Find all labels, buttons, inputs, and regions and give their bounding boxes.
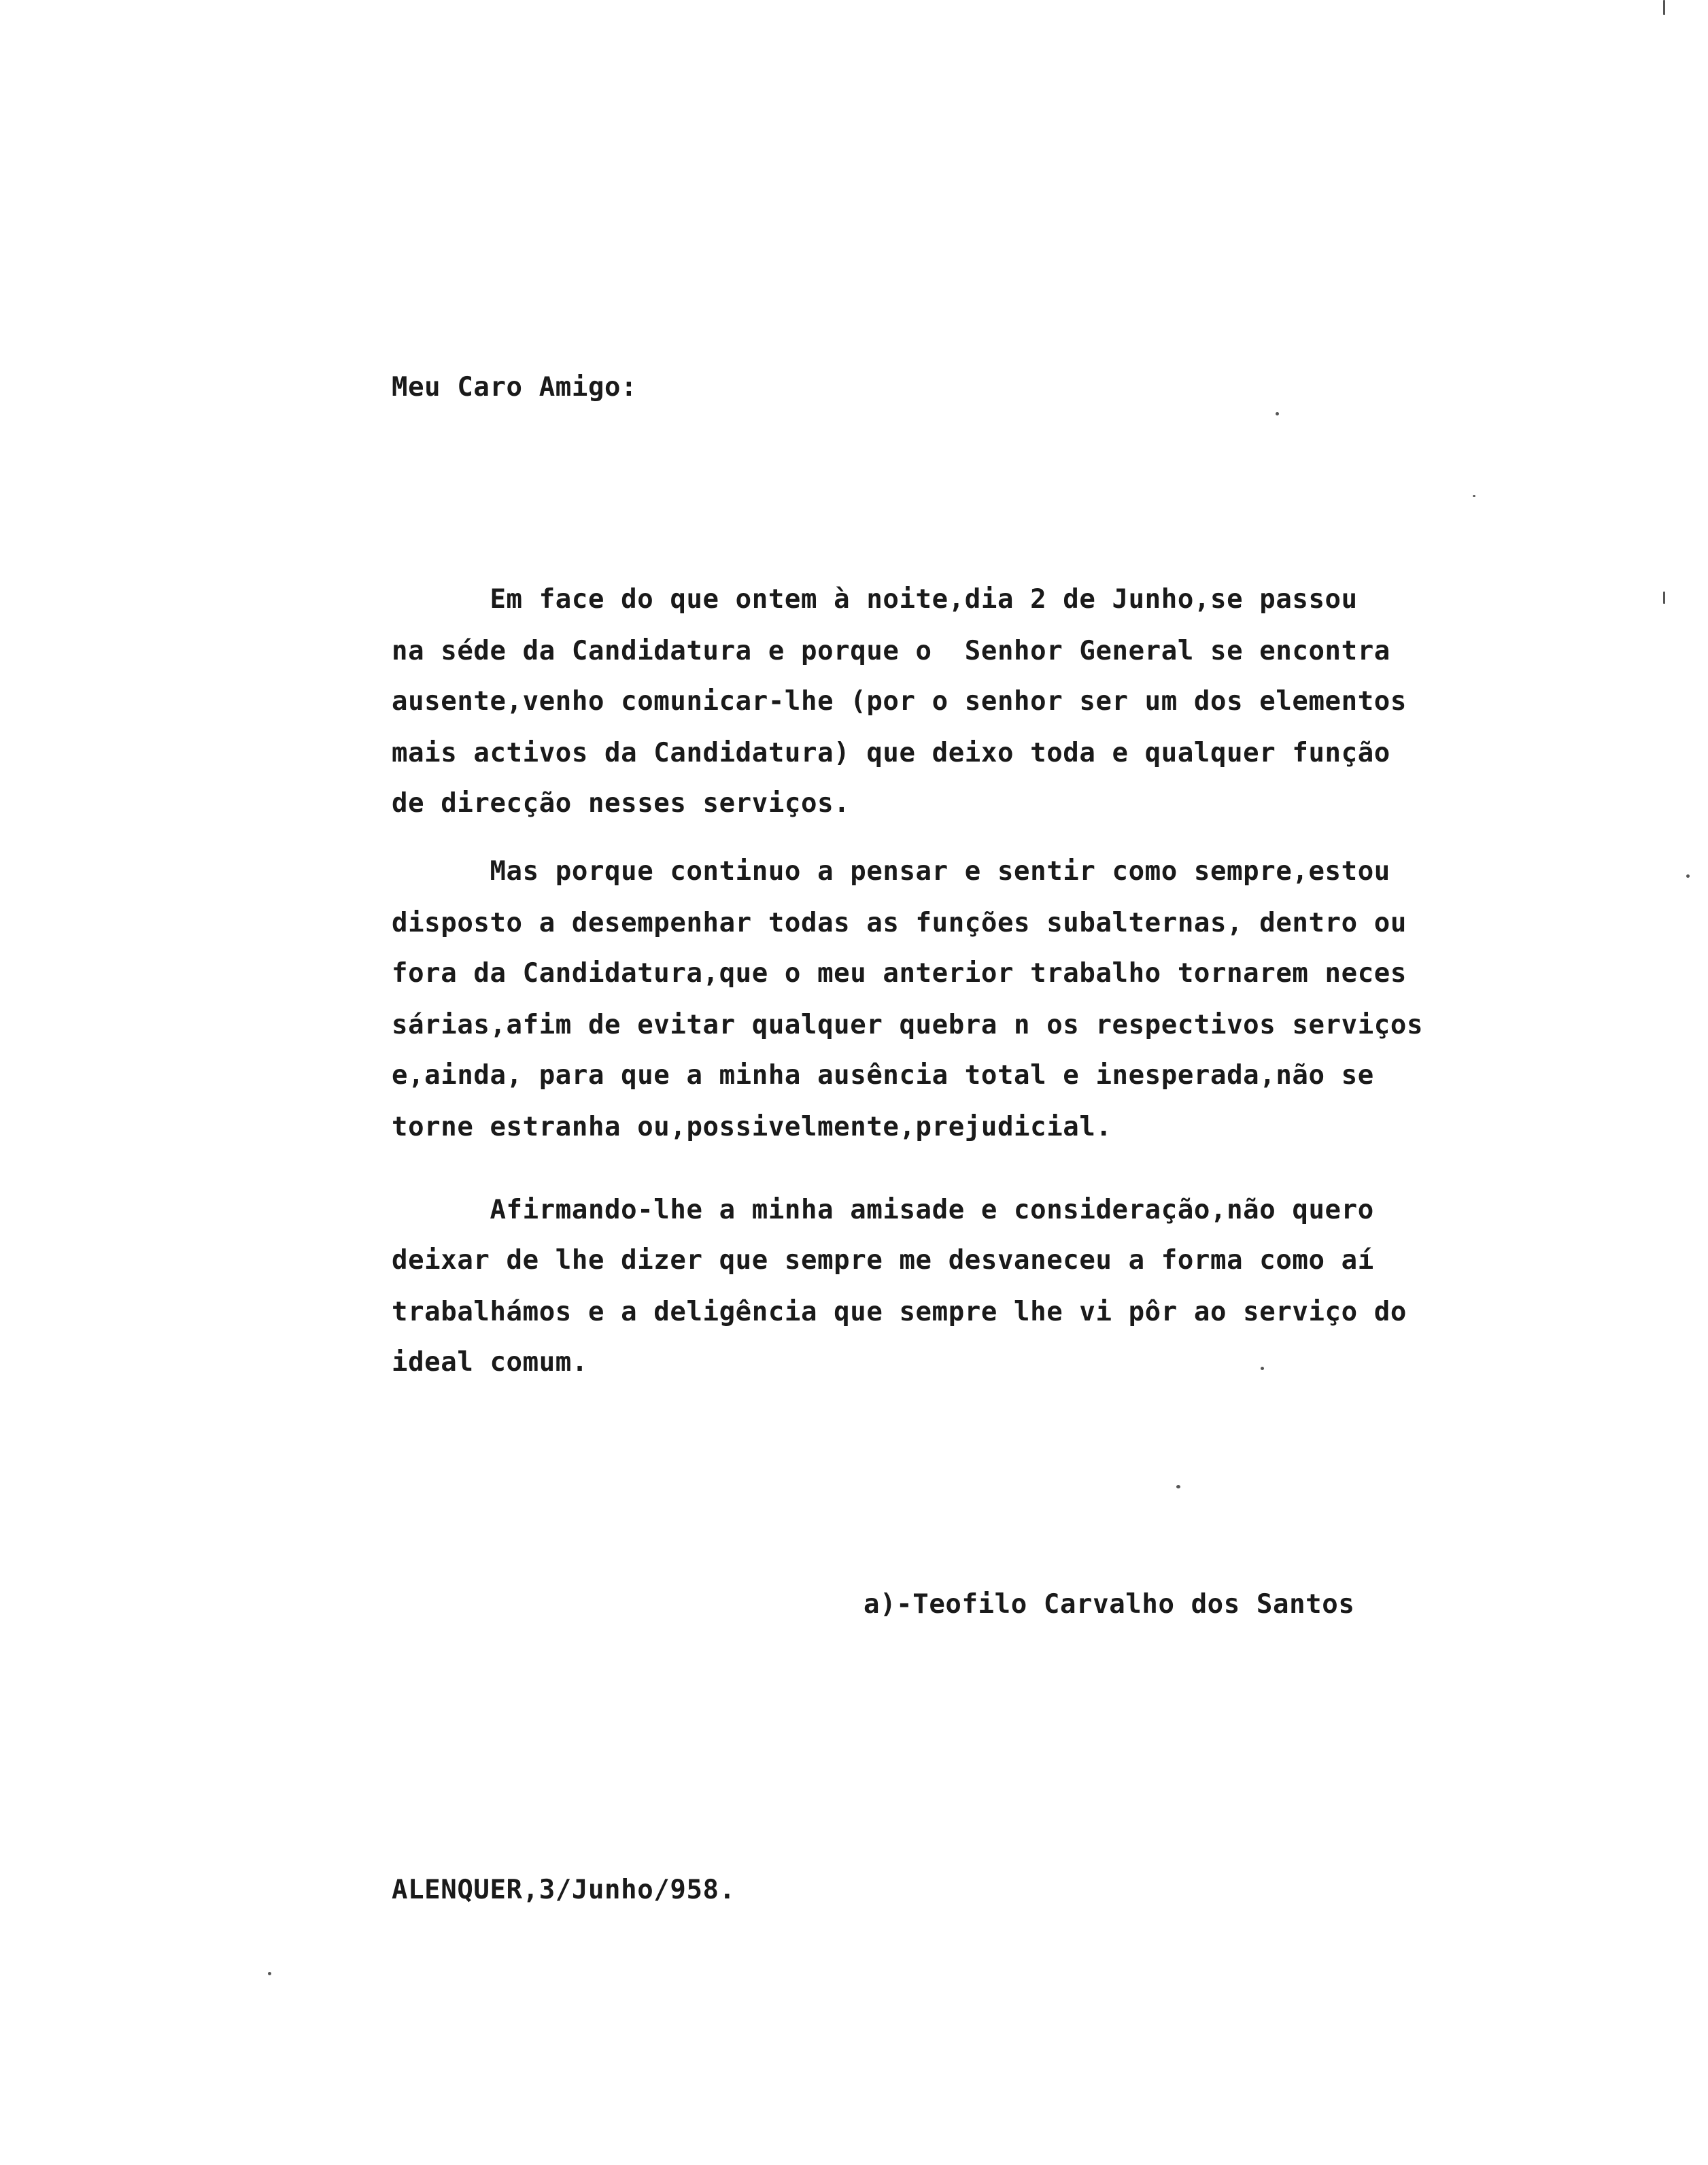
paragraph-line: fora da Candidatura,que o meu anterior trabalho tornarem neces <box>392 958 1407 989</box>
paragraph-line: deixar de lhe dizer que sempre me desvaneceu a forma como aí <box>392 1245 1374 1276</box>
paragraph-line: ausente,venho comunicar-lhe (por o senhor ser um dos elementos <box>392 686 1407 717</box>
salutation: Meu Caro Amigo: <box>392 372 638 403</box>
scan-speck <box>1261 1367 1264 1370</box>
paragraph-line: ideal comum. <box>392 1347 588 1378</box>
paragraph-line: torne estranha ou,possivelmente,prejudicial. <box>392 1112 1112 1142</box>
scan-speck <box>1473 495 1475 497</box>
paragraph-line: de direcção nesses serviços. <box>392 788 851 819</box>
paragraph-line: mais activos da Candidatura) que deixo toda e qualquer função <box>392 738 1390 768</box>
paragraph-line: sárias,afim de evitar qualquer quebra n os respectivos serviços <box>392 1010 1424 1040</box>
paragraph-line: na séde da Candidatura e porque o Senhor General se encontra <box>392 636 1390 666</box>
paragraph-line: Mas porque continuo a pensar e sentir como sempre,estou <box>392 856 1390 887</box>
scan-speck <box>1663 592 1665 604</box>
place-date: ALENQUER,3/Junho/958. <box>392 1875 736 1905</box>
paragraph-line: disposto a desempenhar todas as funções subalternas, dentro ou <box>392 908 1407 938</box>
scan-speck <box>1176 1485 1180 1488</box>
paragraph-line: e,ainda, para que a minha ausência total e inesperada,não se <box>392 1060 1374 1091</box>
paragraph-line: Afirmando-lhe a minha amisade e consideração,não quero <box>392 1195 1374 1225</box>
scan-speck <box>1686 874 1690 878</box>
scan-speck <box>1276 412 1279 415</box>
scan-speck <box>1663 0 1665 15</box>
signature: a)-Teofilo Carvalho dos Santos <box>864 1589 1355 1620</box>
paragraph-line: trabalhámos e a deligência que sempre lhe vi pôr ao serviço do <box>392 1297 1407 1327</box>
paragraph-line: Em face do que ontem à noite,dia 2 de Junho,se passou <box>392 584 1358 615</box>
scan-speck <box>268 1972 271 1975</box>
